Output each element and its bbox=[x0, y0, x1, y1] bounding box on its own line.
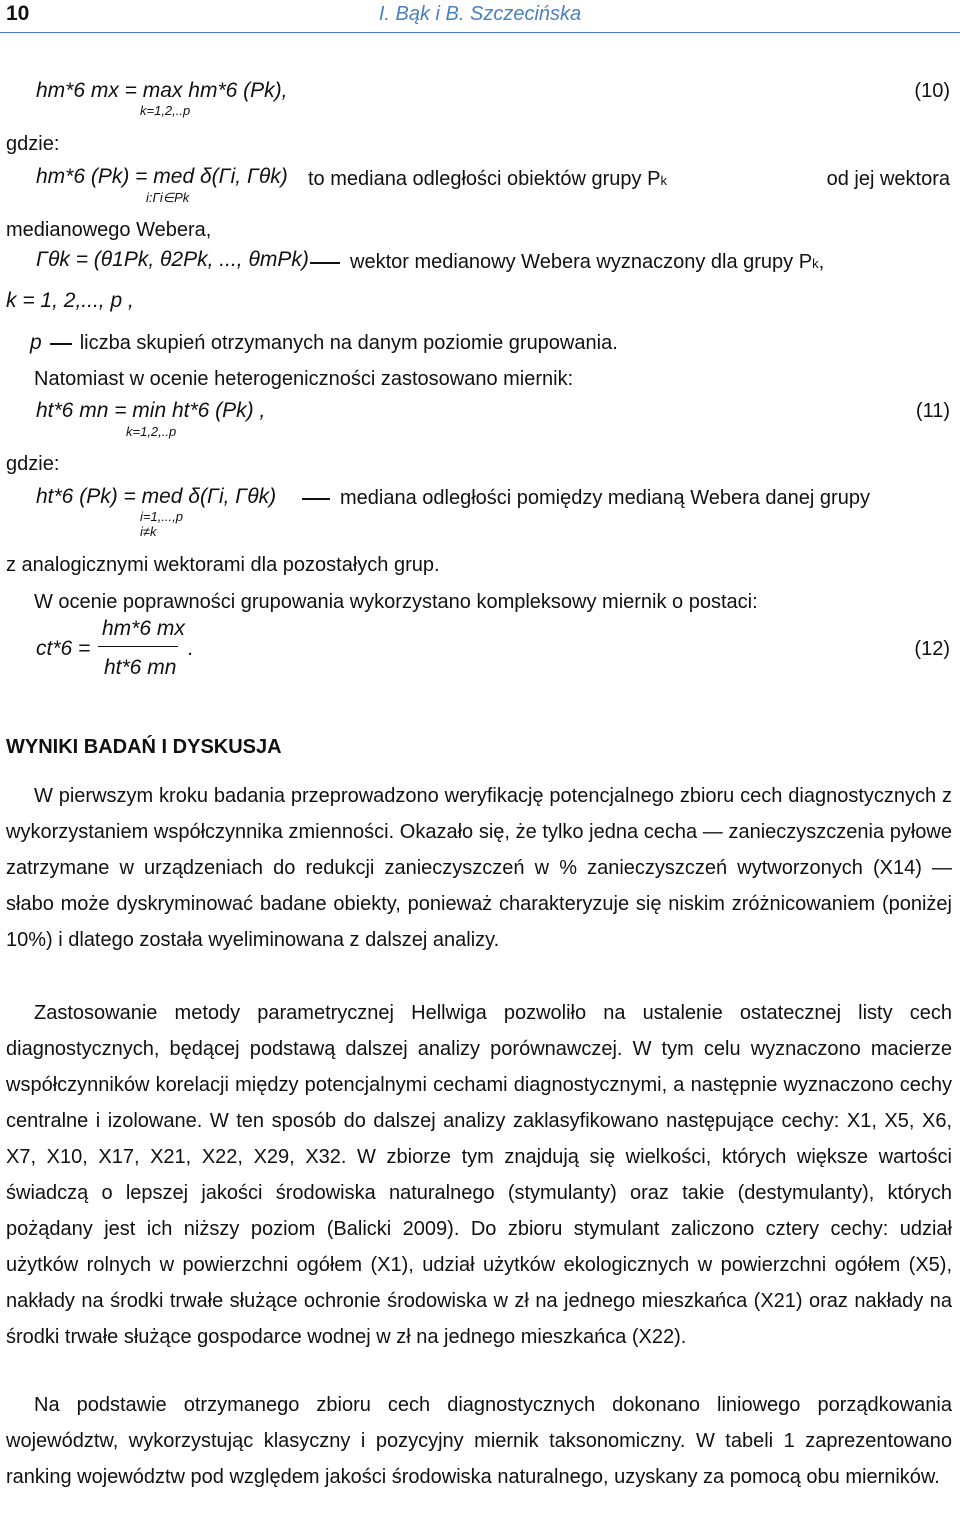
complex-line: W ocenie poprawności grupowania wykorzystano kompleksowy miernik o postaci: bbox=[34, 591, 758, 613]
eq12-dot: . bbox=[188, 637, 194, 660]
eq10-number: (10) bbox=[914, 80, 950, 102]
fraction-bar bbox=[98, 646, 178, 647]
def-hm-formula: hm*6 (Pk) = med δ(Γi, Γθk) bbox=[36, 165, 288, 188]
paragraph-2: Zastosowanie metody parametrycznej Hellwiga pozwoliło na ustalenie ostatecznej listy cech diagnostycznych, będącej podstawą dalszej analizy porównawczej. W tym celu wyznaczono macierze współczynników korelacji między potencjalnymi cechami diagnostycznymi, a następnie wyznaczono cechy centralne i izolowane. W ten sposób do dalszej analizy zaklasyfikowano następujące cechy: X1, X5, X6, X7, X10, X17, X21, X22, X29, X32. W zbiorze tym znajdują się wielkości, których większe wartości świadczą o lepszej jakości środowiska naturalnego (stymulanty) oraz takie (destymulanty), których pożądany jest ich niższy poziom (Balicki 2009). Do zbioru stymulant zaliczono cztery cechy: udział użytków rolnych w powierzchni ogółem (X1), udział użytków ekologicznych w powierzchni ogółem (X5), nakłady na środki trwałe służące ochronie środowiska w zł na jednego mieszkańca (X21) oraz nakłady na środki trwałe służące gospodarce wodnej w zł na jednego mieszkańca (X22). bbox=[6, 1002, 952, 1348]
def-gamma-formula: Γθk = (θ1Pk, θ2Pk, ..., θmPk) bbox=[36, 248, 309, 271]
gdzie-label-1: gdzie: bbox=[6, 133, 60, 155]
def-ht-text: mediana odległości pomiędzy medianą Webera danej grupy bbox=[292, 486, 870, 510]
header-rule bbox=[0, 32, 960, 33]
page-number: 10 bbox=[6, 2, 30, 25]
natomiast-line: Natomiast w ocenie heterogeniczności zastosowano miernik: bbox=[34, 368, 574, 390]
running-title: I. Bąk i B. Szczecińska bbox=[378, 3, 582, 25]
def-ht-under-1: i=1,...,p bbox=[140, 509, 183, 524]
eq12-number: (12) bbox=[914, 638, 950, 660]
section-heading: WYNIKI BADAŃ I DYSKUSJA bbox=[6, 736, 282, 758]
em-dash bbox=[302, 498, 330, 500]
def-hm-text: to mediana odległości obiektów grupy Pk bbox=[308, 168, 667, 190]
median-line: medianowego Webera, bbox=[6, 219, 212, 241]
eq12-lhs: ct*6 = bbox=[36, 637, 91, 660]
def-ht-under-2: i≠k bbox=[140, 524, 157, 539]
page-header bbox=[6, 2, 954, 32]
eq10-under: k=1,2,..p bbox=[140, 103, 191, 118]
analog-line: z analogicznymi wektorami dla pozostałych grup. bbox=[6, 554, 440, 576]
def-p: p liczba skupień otrzymanych na danym poziomie grupowania. bbox=[30, 331, 618, 354]
eq12-denominator: ht*6 mn bbox=[104, 656, 177, 679]
paragraph-1: W pierwszym kroku badania przeprowadzono weryfikację potencjalnego zbioru cech diagnostycznych z wykorzystaniem współczynnika zmienności. Okazało się, że tylko jedna cecha — zanieczyszczenia pyłowe zatrzymane w urządzeniach do redukcji zanieczyszczeń w % zanieczyszczeń wytworzonych (X14) — słabo może dyskryminować badane obiekty, ponieważ charakteryzuje się niskim zróżnicowaniem (poniżej 10%) i dlatego została wyeliminowana z dalszej analizy. bbox=[6, 785, 952, 951]
eq10-formula: hm*6 mx = max hm*6 (Pk), bbox=[36, 79, 288, 102]
gdzie-label-2: gdzie: bbox=[6, 453, 60, 475]
eq11-number: (11) bbox=[915, 400, 950, 422]
paragraph-3: Na podstawie otrzymanego zbioru cech diagnostycznych dokonano liniowego porządkowania województw, wykorzystując klasyczny i pozycyjny miernik taksonomiczny. W tabeli 1 zaprezentowano ranking województw pod względem jakości środowiska naturalnego, uzyskany za pomocą obu mierników. bbox=[6, 1394, 952, 1488]
em-dash bbox=[310, 262, 340, 264]
def-hm-under: i:Γi∈Pk bbox=[146, 190, 190, 205]
def-ht-formula: ht*6 (Pk) = med δ(Γi, Γθk) bbox=[36, 485, 277, 508]
def-hm-text-end: od jej wektora bbox=[826, 168, 950, 190]
eq11-under: k=1,2,..p bbox=[126, 424, 177, 439]
eq12-numerator: hm*6 mx bbox=[102, 617, 185, 640]
def-gamma-text: wektor medianowy Webera wyznaczony dla grupy Pk, bbox=[300, 250, 824, 276]
k-range: k = 1, 2,..., p , bbox=[6, 289, 134, 312]
eq11-formula: ht*6 mn = min ht*6 (Pk) , bbox=[36, 399, 266, 422]
em-dash bbox=[50, 343, 72, 345]
